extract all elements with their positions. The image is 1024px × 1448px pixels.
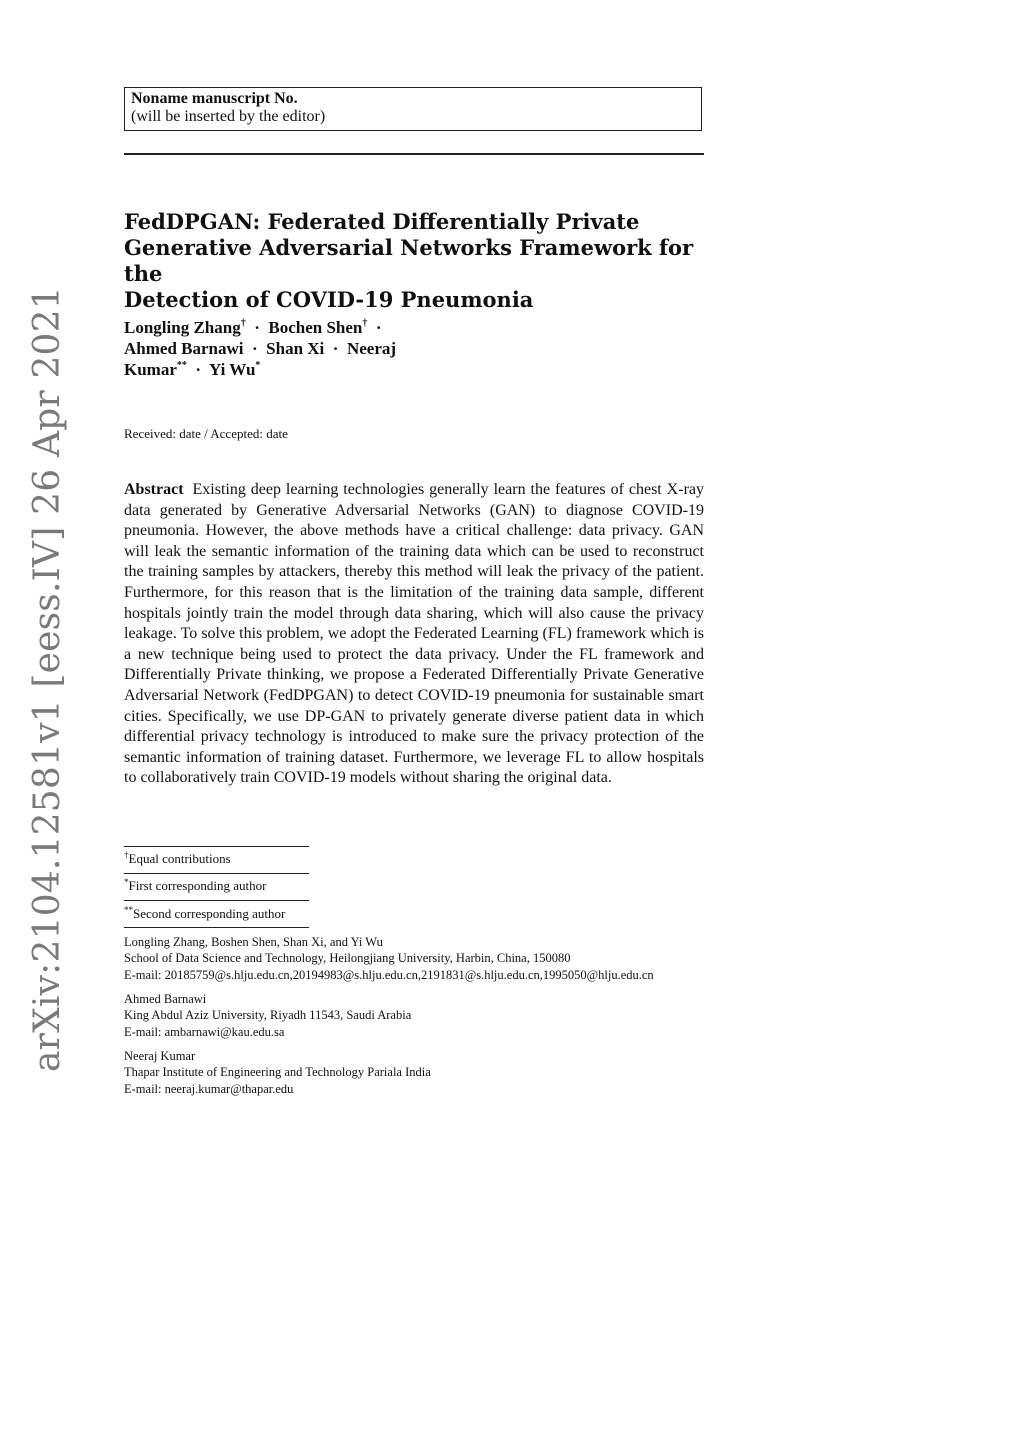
affiliation-block <box>124 1048 784 1097</box>
author-separator: · <box>195 360 202 379</box>
abstract-text: Existing deep learning technologies generally learn the features of chest X-ray data generated by Generative Adversarial Networks (GAN) to diagnose COVID-19 pneumonia. However, the above methods have a critical challenge: data privacy. GAN will leak the semantic information of the training data which can be used to reconstruct the training samples by attackers, thereby this method will leak the privacy of the patient. Furthermore, for this reason that is the limitation of the training data sample, different hospitals jointly train the model through data sharing, which will also cause the privacy leakage. To solve this problem, we adopt the Federated Learning (FL) framework which is a new technique being used to protect the data privacy. Under the FL framework and Differentially Private thinking, we propose a Federated Differentially Private Generative Adversarial Network (FedDPGAN) to detect COVID-19 pneumonia for sustainable smart cities. Specifically, we use DP-GAN to privately generate diverse patient data in which differential privacy technology is introduced to make sure the privacy protection of the semantic information of training dataset. Furthermore, we leverage FL to allow hospitals to collaboratively train COVID-19 models without sharing the original data. <box>124 481 704 787</box>
affiliation-names: Longling Zhang, Boshen Shen, Shan Xi, and Yi Wu <box>124 935 383 949</box>
footnote-text: Equal contributions <box>128 851 231 866</box>
author-name: Longling Zhang <box>124 318 241 337</box>
author-mark: † <box>362 318 368 329</box>
affiliation-email: E-mail: 20185759@s.hlju.edu.cn,20194983@s.hlju.edu.cn,2191831@s.hlju.edu.cn,1995050@hlju.edu.cn <box>124 967 654 982</box>
footnote-mark: ** <box>124 905 133 915</box>
title-line-3: Detection of COVID-19 Pneumonia <box>124 287 534 312</box>
affiliation-institution: School of Data Science and Technology, Heilongjiang University, Harbin, China, 150080 <box>124 951 571 966</box>
affiliation-email: E-mail: neeraj.kumar@thapar.edu <box>124 1081 294 1096</box>
footnote-text: First corresponding author <box>128 878 267 893</box>
author-name: Bochen Shen <box>268 318 363 337</box>
author-separator: · <box>332 339 339 358</box>
author-mark: * <box>255 360 261 371</box>
affiliation-block <box>124 934 784 983</box>
title-line-2: Generative Adversarial Networks Framework for the <box>124 235 694 286</box>
author-separator: · <box>251 339 258 358</box>
manuscript-number: Noname manuscript No. <box>131 90 298 107</box>
author-list <box>124 317 724 380</box>
affiliation-block <box>124 991 784 1040</box>
manuscript-note: (will be inserted by the editor) <box>131 108 326 125</box>
footnote-rule <box>124 927 309 928</box>
abstract <box>124 480 704 789</box>
affiliation-institution: King Abdul Aziz University, Riyadh 11543, Saudi Arabia <box>124 1008 412 1023</box>
author-name: Ahmed Barnawi <box>124 339 244 358</box>
footnote-rule <box>124 873 309 874</box>
author-separator: · <box>375 318 382 337</box>
paper-title <box>124 209 724 313</box>
manuscript-box <box>124 87 702 131</box>
affiliation-names: Ahmed Barnawi <box>124 992 207 1006</box>
footnote-first <box>124 878 266 894</box>
footnote-equal <box>124 851 231 867</box>
affiliation-institution: Thapar Institute of Engineering and Technology Pariala India <box>124 1065 431 1080</box>
author-name: Yi Wu <box>208 360 256 379</box>
author-separator: · <box>254 318 260 337</box>
footnote-rule <box>124 846 309 847</box>
title-line-1: FedDPGAN: Federated Differentially Private <box>124 209 640 234</box>
affiliation-names: Neeraj Kumar <box>124 1049 196 1063</box>
author-mark: † <box>240 318 246 329</box>
author-name: Shan Xi <box>266 339 325 358</box>
arxiv-identifier: arXiv:2104.12581v1 [eess.IV] 26 Apr 2021 <box>27 286 68 1072</box>
author-mark: ** <box>176 360 187 371</box>
author-name: Kumar <box>124 360 177 379</box>
footnote-text: Second corresponding author <box>133 906 286 921</box>
affiliation-email: E-mail: ambarnawi@kau.edu.sa <box>124 1024 285 1039</box>
header-rule <box>124 153 704 155</box>
author-name: Neeraj <box>346 339 397 358</box>
received-date: Received: date / Accepted: date <box>124 426 288 441</box>
footnote-rule <box>124 900 309 901</box>
footnote-second <box>124 906 285 922</box>
footnote-mark: † <box>124 850 129 860</box>
abstract-label: Abstract <box>124 481 184 498</box>
footnote-mark: * <box>124 877 129 887</box>
